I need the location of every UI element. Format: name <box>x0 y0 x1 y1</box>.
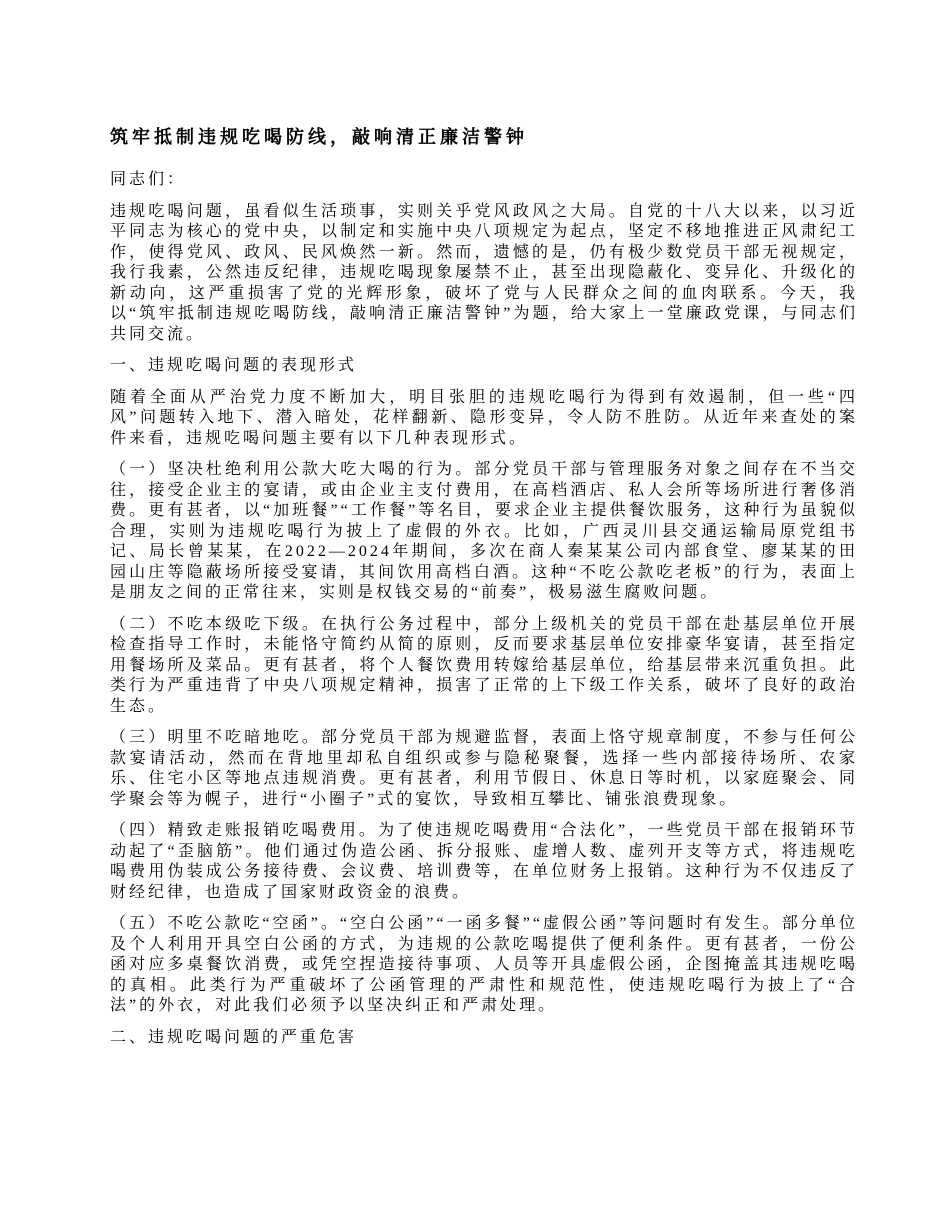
section1-item-5-paragraph: （五）不吃公款吃“空函”。“空白公函”“一函多餐”“虚假公函”等问题时有发生。部分单位及个人利用开具空白公函的方式，为违规的公款吃喝提供了便利条件。更有甚者，一份公函对应多桌餐饮消费，或凭空捏造接待事项、人员等开具虚假公函，企图掩盖其违规吃喝的真相。此类行为严重破坏了公函管理的严肃性和规范性，使违规吃喝行为披上了“合法”的外衣，对此我们必须予以坚决纠正和严肃处理。 <box>110 915 858 1014</box>
section-heading-2: 二、违规吃喝问题的严重危害 <box>110 1028 358 1046</box>
intro-paragraph: 违规吃喝问题，虽看似生活琐事，实则关乎党风政风之大局。自党的十八大以来，以习近平同志为核心的党中央，以制定和实施中央八项规定为起点，坚定不移地推进正风肃纪工作，使得党风、政风、民风焕然一新。然而，遗憾的是，仍有极少数党员干部无视规定，我行我素，公然违反纪律，违规吃喝现象屡禁不止，甚至出现隐蔽化、变异化、升级化的新动向，这严重损害了党的光辉形象，破坏了党与人民群众之间的血肉联系。今天，我以“筑牢抵制违规吃喝防线，敲响清正廉洁警钟”为题，给大家上一堂廉政党课，与同志们共同交流。 <box>110 202 858 343</box>
section1-item-4-paragraph: （四）精致走账报销吃喝费用。为了使违规吃喝费用“合法化”，一些党员干部在报销环节动起了“歪脑筋”。他们通过伪造公函、拆分报账、虚增人数、虚列开支等方式，将违规吃喝费用伪装成公务接待费、会议费、培训费等，在单位财务上报销。这种行为不仅违反了财经纪律，也造成了国家财政资金的浪费。 <box>110 822 858 901</box>
section1-item-3-paragraph: （三）明里不吃暗地吃。部分党员干部为规避监督，表面上恪守规章制度，不参与任何公款宴请活动，然而在背地里却私自组织或参与隐秘聚餐，选择一些内部接待场所、农家乐、住宅小区等地点违规消费。更有甚者，利用节假日、休息日等时机，以家庭聚会、同学聚会等为幌子，进行“小圈子”式的宴饮，导致相互攀比、铺张浪费现象。 <box>110 729 858 808</box>
document-page <box>110 126 858 1059</box>
section1-lead-paragraph: 随着全面从严治党力度不断加大，明目张胆的违规吃喝行为得到有效遏制，但一些“四风”问题转入地下、潜入暗处，花样翻新、隐形变异，令人防不胜防。从近年来查处的案件来看，违规吃喝问题主要有以下几种表现形式。 <box>110 388 858 447</box>
document-title: 筑牢抵制违规吃喝防线，敲响清正廉洁警钟 <box>110 127 528 147</box>
section1-item-2-paragraph: （二）不吃本级吃下级。在执行公务过程中，部分上级机关的党员干部在赴基层单位开展检查指导工作时，未能恪守简约从简的原则，反而要求基层单位安排豪华宴请，甚至指定用餐场所及菜品。更有甚者，将个人餐饮费用转嫁给基层单位，给基层带来沉重负担。此类行为严重违背了中央八项规定精神，损害了正常的上下级工作关系，破坏了良好的政治生态。 <box>110 615 858 715</box>
section-heading-1: 一、违规吃喝问题的表现形式 <box>110 357 358 374</box>
section1-item-1-paragraph: （一）坚决杜绝利用公款大吃大喝的行为。部分党员干部与管理服务对象之间存在不当交往，接受企业主的宴请，或由企业主支付费用，在高档酒店、私人会所等场所进行奢侈消费。更有甚者，以“加班餐”“工作餐”等名目，要求企业主提供餐饮服务，这种行为虽貌似合理，实则为违规吃喝行为披上了虚假的外衣。比如，广西灵川县交通运输局原党组书记、局长曾某某，在2022—2024年期间，多次在商人秦某某公司内部食堂、廖某某的田园山庄等隐蔽场所接受宴请，其间饮用高档白酒。这种“不吃公款吃老板”的行为，表面上是朋友之间的正常往来，实则是权钱交易的“前奏”，极易滋生腐败问题。 <box>110 461 858 601</box>
salutation: 同志们： <box>110 171 187 188</box>
